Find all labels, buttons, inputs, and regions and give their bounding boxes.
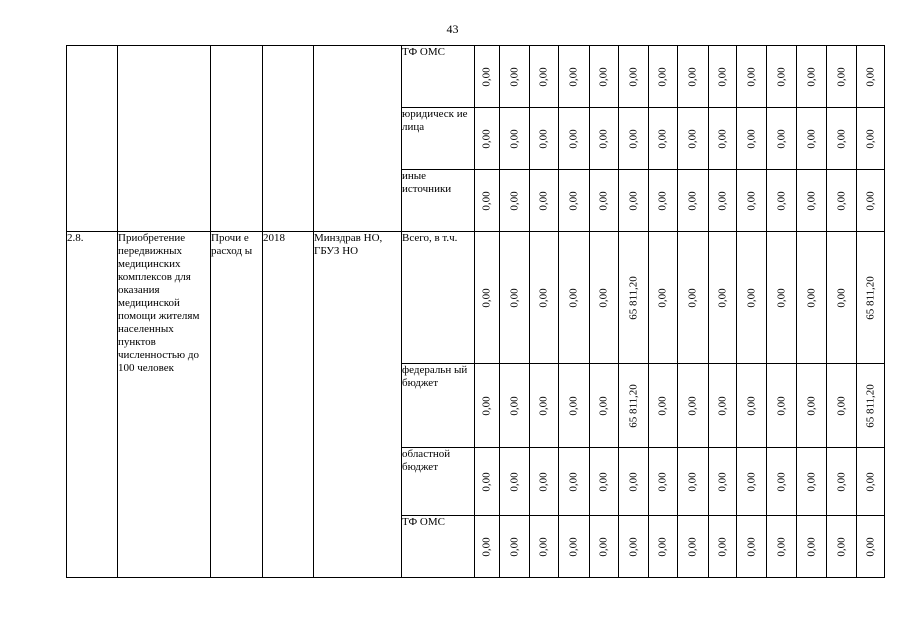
amount-value: 0,00 [656,395,669,416]
amount-cell [797,516,827,578]
amount-cell [590,516,619,578]
funding-source-cell [402,364,475,448]
amount-cell [500,516,530,578]
amount-cell [559,516,590,578]
amount-value: 0,00 [567,395,580,416]
amount-cell [500,364,530,448]
amount-value: 0,00 [775,471,787,492]
amount-cell [475,232,500,364]
amount-cell [827,516,857,578]
amount-cell [857,364,885,448]
amount-value: 0,00 [716,395,728,416]
amount-value: 0,00 [567,190,580,211]
amount-cell [559,364,590,448]
amount-value: 0,00 [805,287,817,308]
amount-value: 0,00 [835,66,847,87]
amount-cell [797,170,827,232]
amount-value: 0,00 [745,287,757,308]
amount-value: 0,00 [864,536,876,557]
amount-cell [559,46,590,108]
amount-value: 0,00 [716,128,728,149]
amount-value: 0,00 [597,395,610,416]
amount-value: 0,00 [775,536,787,557]
amount-value: 0,00 [864,471,876,492]
amount-value: 0,00 [537,66,550,87]
table-row [67,46,885,108]
amount-cell [649,46,678,108]
funding-source-cell [402,46,475,108]
amount-value: 65 811,20 [627,383,639,428]
amount-value: 0,00 [627,190,639,211]
amount-cell [797,232,827,364]
amount-cell [590,364,619,448]
amount-cell [737,46,767,108]
amount-value: 0,00 [775,66,787,87]
page-number: 43 [446,22,459,36]
amount-cell [797,108,827,170]
amount-value: 0,00 [567,128,580,149]
amount-cell [737,516,767,578]
amount-value: 0,00 [508,471,520,492]
amount-value: 0,00 [745,471,757,492]
amount-value: 0,00 [627,66,639,87]
amount-cell [619,448,649,516]
amount-cell [767,170,797,232]
item-name: Приобретение передвижных медицинских комплексов для оказания медицинской помощи жителям населенных пунктов численностью до 100 человек [118,232,200,374]
funding-source: Всего, в т.ч. [402,232,458,244]
amount-cell [857,46,885,108]
amount-cell [678,516,709,578]
amount-value: 0,00 [805,190,817,211]
amount-value: 0,00 [745,128,757,149]
amount-cell [530,170,559,232]
amount-cell [500,46,530,108]
amount-cell [559,448,590,516]
amount-value: 0,00 [508,287,520,308]
empty-cell [118,46,211,232]
amount-cell [619,232,649,364]
funding-source: федеральн ый бюджет [402,364,468,389]
amount-cell [797,364,827,448]
amount-value: 0,00 [864,128,876,149]
amount-value: 0,00 [508,395,520,416]
item-number-cell [67,232,118,578]
amount-cell [619,170,649,232]
amount-value: 0,00 [686,128,699,149]
item-name-cell [118,232,211,578]
amount-cell [530,46,559,108]
funding-source-cell [402,170,475,232]
amount-cell [475,170,500,232]
item-executor-cell [314,232,402,578]
amount-cell [619,516,649,578]
amount-cell [619,364,649,448]
amount-cell [767,232,797,364]
amount-value: 0,00 [656,471,669,492]
funding-source: ТФ ОМС [402,516,445,528]
amount-value: 0,00 [656,190,669,211]
amount-cell [530,232,559,364]
amount-cell [737,448,767,516]
amount-value: 0,00 [864,66,876,87]
amount-value: 0,00 [805,128,817,149]
amount-value: 0,00 [835,190,847,211]
amount-value: 0,00 [597,66,610,87]
funding-source: юридическ ие лица [402,108,468,133]
amount-value: 0,00 [686,536,699,557]
funding-source-cell [402,108,475,170]
amount-value: 0,00 [480,190,493,211]
amount-value: 0,00 [835,287,847,308]
amount-cell [559,108,590,170]
item-number: 2.8. [67,232,84,244]
amount-cell [678,108,709,170]
amount-value: 0,00 [745,395,757,416]
amount-value: 0,00 [567,471,580,492]
empty-cell [67,46,118,232]
amount-value: 0,00 [775,190,787,211]
amount-value: 0,00 [627,471,639,492]
item-year: 2018 [263,232,285,244]
funding-source-cell [402,516,475,578]
amount-value: 0,00 [745,66,757,87]
amount-value: 0,00 [775,287,787,308]
amount-cell [857,516,885,578]
amount-value: 0,00 [656,287,669,308]
amount-value: 0,00 [686,471,699,492]
amount-cell [857,170,885,232]
item-executor: Минздрав НО, ГБУЗ НО [314,232,383,257]
amount-cell [530,516,559,578]
amount-cell [678,232,709,364]
amount-cell [767,46,797,108]
amount-value: 0,00 [567,287,580,308]
financing-table [66,45,885,578]
amount-value: 0,00 [805,395,817,416]
amount-cell [709,170,737,232]
amount-value: 0,00 [716,536,728,557]
funding-source-cell [402,448,475,516]
amount-value: 0,00 [716,287,728,308]
amount-cell [559,232,590,364]
amount-cell [709,516,737,578]
amount-cell [530,108,559,170]
amount-cell [619,46,649,108]
table-row [67,232,885,364]
amount-cell [767,364,797,448]
amount-value: 0,00 [686,395,699,416]
amount-value: 0,00 [686,190,699,211]
amount-value: 0,00 [864,190,876,211]
amount-value: 0,00 [508,190,520,211]
amount-cell [709,364,737,448]
amount-value: 0,00 [480,395,493,416]
amount-cell [500,232,530,364]
amount-value: 0,00 [567,536,580,557]
amount-cell [709,108,737,170]
funding-source-cell [402,232,475,364]
amount-value: 0,00 [537,287,550,308]
amount-value: 0,00 [537,395,550,416]
item-year-cell [263,232,314,578]
amount-cell [678,448,709,516]
amount-cell [827,170,857,232]
amount-cell [827,46,857,108]
amount-cell [827,108,857,170]
amount-cell [649,170,678,232]
amount-cell [500,170,530,232]
amount-value: 0,00 [508,128,520,149]
amount-value: 0,00 [775,395,787,416]
amount-cell [767,448,797,516]
amount-cell [857,108,885,170]
amount-cell [530,364,559,448]
amount-value: 0,00 [775,128,787,149]
amount-value: 0,00 [805,536,817,557]
amount-cell [709,232,737,364]
amount-cell [678,170,709,232]
empty-cell [211,46,263,232]
amount-value: 0,00 [656,128,669,149]
expense-type-cell [211,232,263,578]
amount-cell [590,46,619,108]
amount-value: 0,00 [835,536,847,557]
amount-cell [559,170,590,232]
amount-value: 0,00 [745,190,757,211]
amount-value: 0,00 [805,471,817,492]
amount-cell [649,108,678,170]
amount-value: 0,00 [835,128,847,149]
amount-cell [797,46,827,108]
amount-cell [649,232,678,364]
amount-cell [709,46,737,108]
amount-cell [827,448,857,516]
amount-cell [475,46,500,108]
amount-value: 0,00 [656,66,669,87]
amount-cell [649,364,678,448]
amount-value: 0,00 [480,128,493,149]
funding-source: областной бюджет [402,448,451,473]
funding-source: иные источники [402,170,452,195]
amount-value: 0,00 [835,395,847,416]
amount-value: 0,00 [480,471,493,492]
amount-value: 0,00 [597,128,610,149]
amount-value: 0,00 [597,471,610,492]
amount-cell [857,232,885,364]
amount-value: 0,00 [480,536,493,557]
amount-cell [678,46,709,108]
amount-cell [475,448,500,516]
amount-value: 0,00 [686,66,699,87]
amount-value: 0,00 [597,287,610,308]
amount-value: 0,00 [716,66,728,87]
amount-value: 0,00 [508,66,520,87]
amount-cell [475,364,500,448]
empty-cell [263,46,314,232]
amount-cell [678,364,709,448]
amount-value: 65 811,20 [627,275,639,320]
amount-cell [649,448,678,516]
amount-value: 0,00 [567,66,580,87]
amount-cell [590,448,619,516]
amount-cell [737,108,767,170]
amount-cell [475,108,500,170]
amount-value: 0,00 [480,66,493,87]
amount-value: 0,00 [597,190,610,211]
amount-cell [530,448,559,516]
amount-cell [737,232,767,364]
amount-value: 65 811,20 [864,383,876,428]
amount-cell [737,170,767,232]
amount-value: 0,00 [597,536,610,557]
amount-cell [649,516,678,578]
amount-value: 0,00 [537,190,550,211]
amount-value: 0,00 [686,287,699,308]
amount-value: 0,00 [716,190,728,211]
amount-value: 0,00 [805,66,817,87]
amount-cell [590,232,619,364]
amount-value: 0,00 [656,536,669,557]
amount-cell [767,108,797,170]
amount-cell [590,108,619,170]
amount-value: 0,00 [508,536,520,557]
amount-cell [797,448,827,516]
amount-value: 0,00 [627,128,639,149]
amount-cell [500,448,530,516]
amount-value: 65 811,20 [864,275,876,320]
amount-cell [767,516,797,578]
amount-cell [500,108,530,170]
amount-cell [590,170,619,232]
expense-type: Прочи е расход ы [211,232,253,257]
funding-source: ТФ ОМС [402,46,445,58]
amount-cell [827,232,857,364]
amount-value: 0,00 [745,536,757,557]
amount-cell [827,364,857,448]
amount-cell [709,448,737,516]
amount-cell [619,108,649,170]
amount-value: 0,00 [627,536,639,557]
amount-value: 0,00 [537,536,550,557]
amount-value: 0,00 [537,128,550,149]
amount-value: 0,00 [537,471,550,492]
amount-cell [475,516,500,578]
amount-value: 0,00 [716,471,728,492]
amount-cell [857,448,885,516]
empty-cell [314,46,402,232]
amount-cell [737,364,767,448]
amount-value: 0,00 [480,287,493,308]
amount-value: 0,00 [835,471,847,492]
